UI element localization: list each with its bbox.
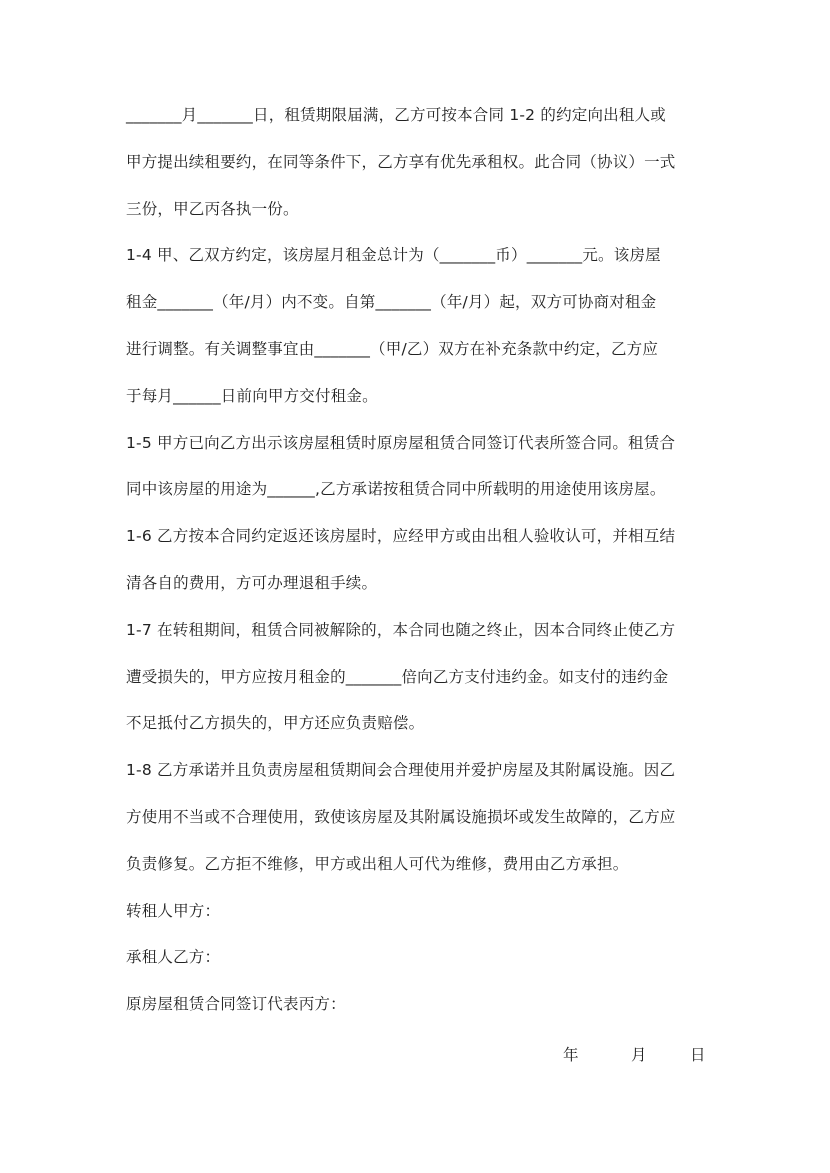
text-line: 1-6 乙方按本合同约定返还该房屋时，应经甲方或由出租人验收认可，并相互结 — [126, 527, 676, 546]
text-line: 清各自的费用，方可办理退租手续。 — [126, 573, 378, 592]
text-line: 不足抵付乙方损失的，甲方还应负责赔偿。 — [126, 714, 425, 733]
text-line: 甲方提出续租要约，在同等条件下，乙方享有优先承租权。此合同（协议）一式 — [126, 152, 676, 171]
text-line: 遭受损失的，甲方应按月租金的_______倍向乙方支付违约金。如支付的违约金 — [126, 667, 669, 686]
text-line: 三份，甲乙丙各执一份。 — [126, 199, 299, 218]
text-line: _______月_______日，租赁期限届满，乙方可按本合同 1-2 的约定向出租人或 — [126, 106, 666, 124]
text-line: 原房屋租赁合同签订代表丙方： — [126, 995, 346, 1014]
text-line: 方使用不当或不合理使用，致使该房屋及其附属设施损坏或发生故障的，乙方应 — [126, 807, 676, 826]
text-line: 转租人甲方： — [126, 901, 221, 920]
signature-date — [0, 1043, 830, 1067]
text-line: 于每月______日前向甲方交付租金。 — [126, 386, 378, 405]
text-line: 进行调整。有关调整事宜由_______（甲/乙）双方在补充条款中约定，乙方应 — [126, 339, 659, 358]
text-line: 租金_______（年/月）内不变。自第_______（年/月）起，双方可协商对租金 — [126, 293, 657, 312]
text-line: 负责修复。乙方拒不维修，甲方或出租人可代为维修，费用由乙方承担。 — [126, 854, 629, 873]
date-day: 日 — [690, 1046, 706, 1064]
text-line: 1-4 甲、乙双方约定，该房屋月租金总计为（_______币）_______元。该房屋 — [126, 246, 661, 265]
date-year: 年 — [563, 1046, 579, 1064]
document-body — [126, 101, 706, 1037]
text-line: 1-5 甲方已向乙方出示该房屋租赁时原房屋租赁合同签订代表所签合同。租赁合 — [126, 433, 676, 452]
text-line: 承租人乙方： — [126, 948, 221, 967]
text-line: 1-7 在转租期间，租赁合同被解除的，本合同也随之终止，因本合同终止使乙方 — [126, 620, 676, 639]
text-line: 同中该房屋的用途为______,乙方承诺按租赁合同中所载明的用途使用该房屋。 — [126, 480, 666, 499]
date-month: 月 — [631, 1046, 647, 1064]
text-line: 1-8 乙方承诺并且负责房屋租赁期间会合理使用并爱护房屋及其附属设施。因乙 — [126, 761, 676, 780]
